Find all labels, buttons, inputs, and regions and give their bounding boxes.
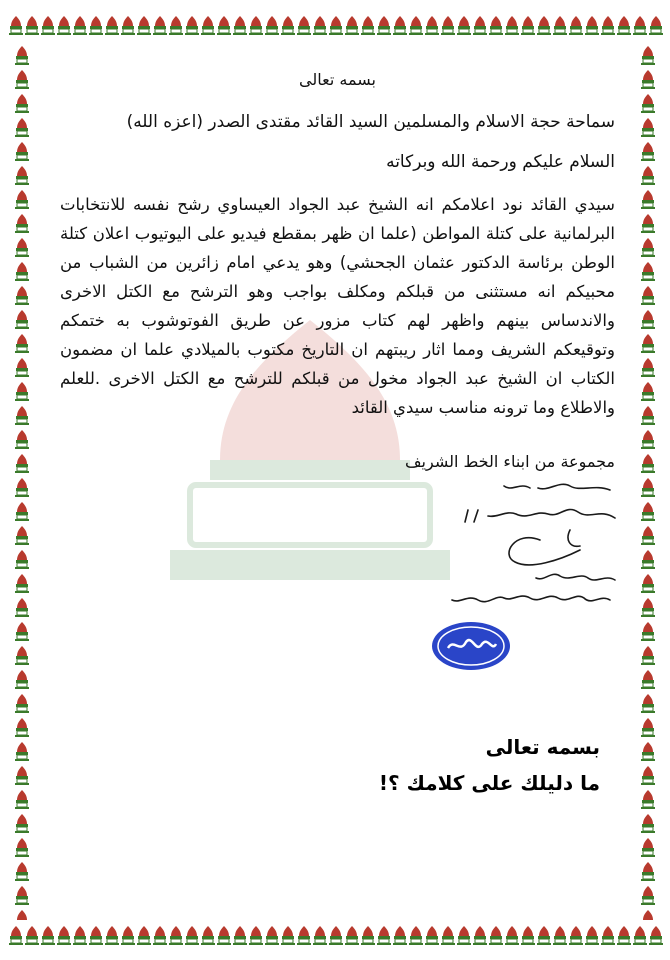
border-motif xyxy=(249,16,263,35)
reply-basmala: بسمه تعالى xyxy=(485,735,600,759)
border-motif xyxy=(15,742,29,761)
border-motif xyxy=(521,16,535,35)
border-motif xyxy=(601,16,615,35)
border-motif xyxy=(361,926,375,945)
border-motif xyxy=(9,926,23,945)
border-motif xyxy=(15,382,29,401)
border-motif xyxy=(153,926,167,945)
border-motif xyxy=(457,926,471,945)
border-motif xyxy=(641,478,655,497)
border-motif xyxy=(217,16,231,35)
border-motif xyxy=(489,16,503,35)
border-motif xyxy=(249,926,263,945)
border-motif xyxy=(297,926,311,945)
border-motif xyxy=(15,550,29,569)
border-motif xyxy=(15,142,29,161)
border-motif xyxy=(15,94,29,113)
border-motif xyxy=(15,334,29,353)
border-motif xyxy=(441,926,455,945)
border-motif xyxy=(641,598,655,617)
border-motif xyxy=(641,862,655,881)
border-motif xyxy=(641,406,655,425)
border-motif xyxy=(15,358,29,377)
decorative-border-bottom xyxy=(0,920,670,960)
border-motif xyxy=(73,16,87,35)
letter-signoff: مجموعة من ابناء الخط الشريف xyxy=(404,452,615,471)
border-motif xyxy=(25,926,39,945)
border-motif xyxy=(185,926,199,945)
border-motif xyxy=(281,16,295,35)
border-motif xyxy=(15,286,29,305)
border-motif xyxy=(641,766,655,785)
border-motif xyxy=(641,286,655,305)
border-motif xyxy=(15,70,29,89)
border-motif xyxy=(441,16,455,35)
border-motif xyxy=(641,334,655,353)
border-motif xyxy=(313,16,327,35)
border-motif xyxy=(15,214,29,233)
border-motif xyxy=(15,718,29,737)
border-motif xyxy=(505,926,519,945)
border-motif xyxy=(641,622,655,641)
border-motif xyxy=(641,694,655,713)
border-motif xyxy=(585,926,599,945)
border-motif xyxy=(537,16,551,35)
border-motif xyxy=(377,16,391,35)
border-motif xyxy=(393,16,407,35)
border-motif xyxy=(473,926,487,945)
border-motif xyxy=(233,16,247,35)
border-motif xyxy=(137,16,151,35)
reply-question: ما دليلك على كلامك ؟! xyxy=(378,771,600,795)
border-motif xyxy=(15,46,29,65)
border-motif xyxy=(569,16,583,35)
border-motif xyxy=(15,814,29,833)
border-motif xyxy=(345,926,359,945)
border-motif xyxy=(329,16,343,35)
border-motif xyxy=(169,16,183,35)
border-motif xyxy=(15,310,29,329)
border-motif xyxy=(641,790,655,809)
border-motif xyxy=(15,646,29,665)
border-motif xyxy=(15,406,29,425)
border-motif xyxy=(641,310,655,329)
border-motif xyxy=(641,382,655,401)
border-motif xyxy=(15,670,29,689)
letter-body: سيدي القائد نود اعلامكم انه الشيخ عبد الجواد العيساوي رشح نفسه للانتخابات البرلمانية على كتلة المواطن (علما ان ظهر بمقطع فيديو على اليوتيوب اعلان كتلة الوطن برئاسة الدكتور عثمان الجحشي) وهو يدعي امام زائرين من الشباب من محبيكم انه مستثنى من قبلكم ومكلف بواجب وهو الترشح مع الكتل الاخرى والاندساس بينهم واظهر لهم كتاب مزور عن طريق الفوتوشوب به ختمكم وتوقيعكم الشريف ومما اثار ريبتهم ان التاريخ مكتوب بالميلادي علما ان مضمون الكتاب ان الشيخ عبد الجواد مخول من قبلكم للترشح مع الكتل الاخرى .للعلم والاطلاع وما ترونه مناسب سيدي القائد xyxy=(60,195,615,417)
border-motif xyxy=(169,926,183,945)
border-motif xyxy=(425,926,439,945)
border-motif xyxy=(9,16,23,35)
border-motif xyxy=(585,16,599,35)
border-motif xyxy=(409,16,423,35)
seal-stamp xyxy=(430,620,512,672)
border-motif xyxy=(15,694,29,713)
border-motif xyxy=(57,16,71,35)
border-motif xyxy=(15,862,29,881)
border-motif xyxy=(617,16,631,35)
border-motif xyxy=(633,926,647,945)
border-motif xyxy=(641,670,655,689)
border-motif xyxy=(57,926,71,945)
border-motif xyxy=(15,190,29,209)
border-motif xyxy=(641,190,655,209)
border-motif xyxy=(633,16,647,35)
border-motif xyxy=(641,814,655,833)
border-motif xyxy=(641,742,655,761)
handwritten-annotation xyxy=(420,470,620,640)
border-motif xyxy=(25,16,39,35)
border-motif xyxy=(15,622,29,641)
border-motif xyxy=(121,16,135,35)
border-motif xyxy=(641,550,655,569)
border-motif xyxy=(473,16,487,35)
border-motif xyxy=(15,766,29,785)
border-motif xyxy=(361,16,375,35)
border-motif xyxy=(15,478,29,497)
border-motif xyxy=(15,454,29,473)
border-motif xyxy=(15,166,29,185)
border-motif xyxy=(569,926,583,945)
border-motif xyxy=(233,926,247,945)
border-motif xyxy=(265,16,279,35)
border-motif xyxy=(201,16,215,35)
border-motif xyxy=(393,926,407,945)
border-motif xyxy=(15,910,29,920)
border-motif xyxy=(15,886,29,905)
border-motif xyxy=(313,926,327,945)
decorative-border-right xyxy=(630,40,670,920)
border-motif xyxy=(15,574,29,593)
border-motif xyxy=(409,926,423,945)
border-motif xyxy=(265,926,279,945)
border-motif xyxy=(641,94,655,113)
border-motif xyxy=(329,926,343,945)
border-motif xyxy=(15,430,29,449)
border-motif xyxy=(641,358,655,377)
border-motif xyxy=(553,926,567,945)
border-motif xyxy=(89,926,103,945)
border-motif xyxy=(641,838,655,857)
border-motif xyxy=(15,526,29,545)
border-motif xyxy=(153,16,167,35)
border-motif xyxy=(641,166,655,185)
border-motif xyxy=(641,574,655,593)
border-motif xyxy=(601,926,615,945)
border-motif xyxy=(489,926,503,945)
border-motif xyxy=(89,16,103,35)
border-motif xyxy=(641,238,655,257)
decorative-border-left xyxy=(0,40,40,920)
border-motif xyxy=(641,118,655,137)
border-motif xyxy=(641,526,655,545)
border-motif xyxy=(185,16,199,35)
border-motif xyxy=(553,16,567,35)
border-motif xyxy=(641,910,655,920)
border-motif xyxy=(641,46,655,65)
border-motif xyxy=(201,926,215,945)
border-motif xyxy=(641,454,655,473)
border-motif xyxy=(649,16,663,35)
border-motif xyxy=(641,646,655,665)
border-motif xyxy=(641,886,655,905)
border-motif xyxy=(521,926,535,945)
border-motif xyxy=(297,16,311,35)
border-motif xyxy=(537,926,551,945)
border-motif xyxy=(121,926,135,945)
border-motif xyxy=(73,926,87,945)
letter-addressee: سماحة حجة الاسلام والمسلمين السيد القائد مقتدى الصدر (اعزه الله) xyxy=(126,112,615,132)
border-motif xyxy=(105,16,119,35)
border-motif xyxy=(641,262,655,281)
border-motif xyxy=(281,926,295,945)
border-motif xyxy=(15,790,29,809)
border-motif xyxy=(15,238,29,257)
border-motif xyxy=(425,16,439,35)
border-motif xyxy=(457,16,471,35)
border-motif xyxy=(641,70,655,89)
border-motif xyxy=(649,926,663,945)
border-motif xyxy=(137,926,151,945)
decorative-border-top xyxy=(0,0,670,40)
border-motif xyxy=(345,16,359,35)
letter-basmala: بسمه تعالى xyxy=(299,70,376,89)
border-motif xyxy=(105,926,119,945)
border-motif xyxy=(15,118,29,137)
border-motif xyxy=(15,598,29,617)
border-motif xyxy=(15,262,29,281)
border-motif xyxy=(217,926,231,945)
border-motif xyxy=(641,142,655,161)
reply-text xyxy=(200,735,600,795)
border-motif xyxy=(377,926,391,945)
letter-greeting: السلام عليكم ورحمة الله وبركاته xyxy=(386,152,615,172)
border-motif xyxy=(641,502,655,521)
border-motif xyxy=(641,214,655,233)
border-motif xyxy=(41,16,55,35)
border-motif xyxy=(15,838,29,857)
border-motif xyxy=(15,502,29,521)
border-motif xyxy=(41,926,55,945)
border-motif xyxy=(641,430,655,449)
border-motif xyxy=(505,16,519,35)
border-motif xyxy=(617,926,631,945)
border-motif xyxy=(641,718,655,737)
